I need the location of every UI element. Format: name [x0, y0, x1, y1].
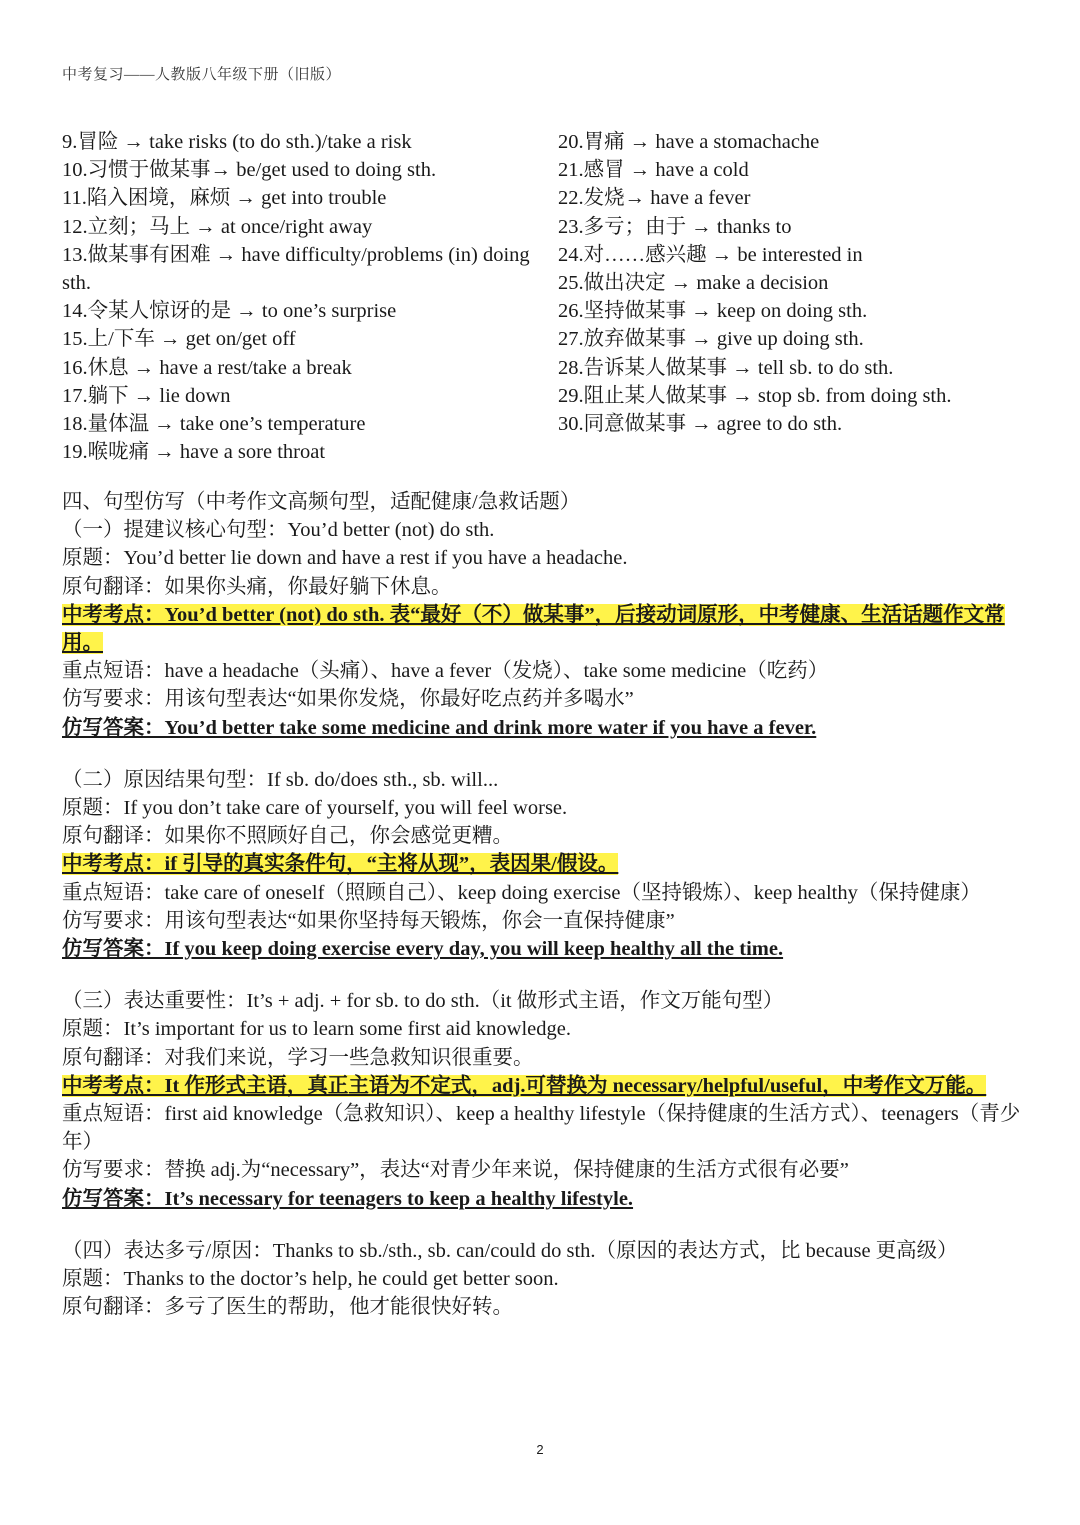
list-item: 17.躺下 → lie down: [62, 384, 231, 407]
key-point-highlight: 中考考点：if 引导的真实条件句，“主将从现”，表因果/假设。: [62, 853, 619, 876]
list-item: 16.休息 → have a rest/take a break: [62, 356, 352, 379]
pattern-heading: （一）提建议核心句型：You’d better (not) do sth.: [62, 519, 495, 542]
key-point-highlight: 中考考点：It 作形式主语，真正主语为不定式，adj.可替换为 necessary/helpful/useful，中考作文万能。: [62, 1074, 987, 1097]
original-sentence: 原题：Thanks to the doctor’s help, he could get better soon.: [62, 1268, 559, 1291]
list-item: 20.胃痛 → have a stomachache: [558, 131, 820, 153]
list-item: 10.习惯于做某事→ be/get used to doing sth.: [62, 159, 437, 182]
imitation-answer: 仿写答案：You’d better take some medicine and drink more water if you have a fever.: [62, 716, 817, 739]
original-translation: 原句翻译：如果你不照顾好自己，你会感觉更糟。: [62, 825, 513, 848]
list-item: 13.做某事有困难 → have difficulty/problems (in) doing sth.: [62, 243, 530, 295]
list-item: 9.冒险 → take risks (to do sth.)/take a risk: [62, 131, 412, 153]
list-item: 27.放弃做某事 → give up doing sth.: [558, 328, 864, 351]
key-point-highlight: 中考考点：You’d better (not) do sth. 表“最好（不）做某事”，后接动词原形，中考健康、生活话题作文常用。: [62, 603, 1005, 655]
list-item: 30.同意做某事 → agree to do sth.: [558, 413, 843, 436]
original-sentence: 原题：If you don’t take care of yourself, you will feel worse.: [62, 797, 568, 820]
pattern-heading: （三）表达重要性：It’s + adj. + for sb. to do sth.（it 做形式主语，作文万能句型）: [62, 990, 784, 1013]
page-header: 中考复习——人教版八年级下册（旧版）: [62, 67, 342, 83]
list-item: 21.感冒 → have a cold: [558, 159, 749, 182]
key-phrases: 重点短语：take care of oneself（照顾自己）、keep doing exercise（坚持锻炼）、keep healthy（保持健康）: [62, 881, 981, 904]
list-item: 11.陷入困境，麻烦 → get into trouble: [62, 187, 387, 210]
pattern-heading: （二）原因结果句型：If sb. do/does sth., sb. will...: [62, 768, 499, 791]
phrase-list-right: [558, 128, 1028, 438]
original-translation: 原句翻译：多亏了医生的帮助，他才能很快好转。: [62, 1296, 513, 1319]
key-phrases: 重点短语：first aid knowledge（急救知识）、keep a healthy lifestyle（保持健康的生活方式）、teenagers（青少年）: [62, 1103, 1021, 1154]
imitation-requirement: 仿写要求：用该句型表达“如果你发烧，你最好吃点药并多喝水”: [62, 688, 634, 711]
imitation-answer: 仿写答案：If you keep doing exercise every day, you will keep healthy all the time.: [62, 938, 784, 961]
list-item: 29.阻止某人做某事 → stop sb. from doing sth.: [558, 384, 952, 407]
original-translation: 原句翻译：对我们来说，学习一些急救知识很重要。: [62, 1046, 534, 1069]
phrase-list-left: [62, 128, 532, 466]
list-item: 15.上/下车 → get on/get off: [62, 328, 296, 351]
sentence-patterns-section: [62, 488, 1022, 1321]
list-item: 22.发烧→ have a fever: [558, 187, 751, 210]
imitation-requirement: 仿写要求：用该句型表达“如果你坚持每天锻炼，你会一直保持健康”: [62, 909, 675, 932]
list-item: 23.多亏；由于 → thanks to: [558, 215, 792, 238]
list-item: 14.令某人惊讶的是 → to one’s surprise: [62, 300, 397, 323]
imitation-requirement: 仿写要求：替换 adj.为“necessary”，表达“对青少年来说，保持健康的生活方式很有必要”: [62, 1159, 849, 1182]
original-sentence: 原题：It’s important for us to learn some first aid knowledge.: [62, 1018, 571, 1041]
key-phrases: 重点短语：have a headache（头痛）、have a fever（发烧）、take some medicine（吃药）: [62, 660, 829, 683]
list-item: 25.做出决定 → make a decision: [558, 272, 829, 295]
pattern-heading: （四）表达多亏/原因：Thanks to sb./sth., sb. can/could do sth.（原因的表达方式，比 because 更高级）: [62, 1239, 958, 1262]
list-item: 18.量体温 → take one’s temperature: [62, 413, 366, 436]
original-sentence: 原题：You’d better lie down and have a rest if you have a headache.: [62, 547, 628, 570]
imitation-answer: 仿写答案：It’s necessary for teenagers to keep a healthy lifestyle.: [62, 1187, 634, 1210]
section-title: 四、句型仿写（中考作文高频句型，适配健康/急救话题）: [62, 491, 581, 513]
page-number: 2: [536, 1442, 544, 1457]
list-item: 24.对……感兴趣 → be interested in: [558, 243, 863, 266]
list-item: 19.喉咙痛 → have a sore throat: [62, 441, 326, 464]
original-translation: 原句翻译：如果你头痛，你最好躺下休息。: [62, 575, 452, 598]
list-item: 12.立刻；马上 → at once/right away: [62, 215, 373, 238]
list-item: 26.坚持做某事 → keep on doing sth.: [558, 300, 868, 323]
list-item: 28.告诉某人做某事 → tell sb. to do sth.: [558, 356, 894, 379]
